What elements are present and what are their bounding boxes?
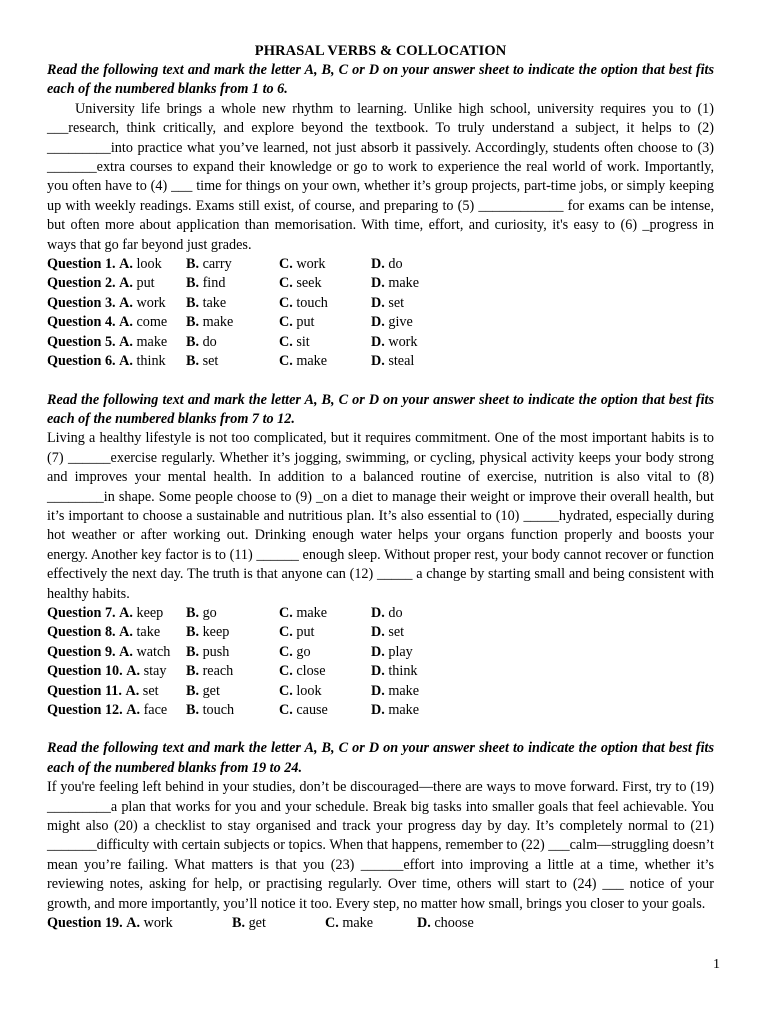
option-letter-b: B. xyxy=(186,624,200,641)
question-row xyxy=(47,604,714,623)
section-3 xyxy=(47,739,714,933)
page-title: PHRASAL VERBS & COLLOCATION xyxy=(254,43,507,59)
question-row xyxy=(47,623,714,642)
section-spacer xyxy=(47,720,714,739)
option-letter-b: B. xyxy=(186,314,200,331)
option-d: do xyxy=(388,256,403,273)
option-letter-c: C. xyxy=(279,294,293,311)
option-letter-a: A. xyxy=(119,333,133,350)
question-row xyxy=(47,682,714,701)
question-label: Question 19. xyxy=(47,915,123,932)
option-d: work xyxy=(388,333,418,350)
option-a: face xyxy=(143,702,168,718)
option-b: make xyxy=(202,314,234,331)
question-row xyxy=(47,643,714,662)
option-letter-d: D. xyxy=(371,314,385,331)
option-letter-a: A. xyxy=(119,624,133,641)
question-row xyxy=(47,255,714,274)
option-letter-b: B. xyxy=(186,643,200,660)
option-letter-d: D. xyxy=(371,604,385,621)
section-3-passage: If you're feeling left behind in your studies, don’t be discouraged—there are ways to move forward. First, try to (19) _________a plan that works for you and your schedule. Break big tasks into smaller goals that feel achievable. You might also (20) a checklist to stay organised and track your progress day by day. It’s completely normal to (21) _______difficulty with certain subjects or topics. When that happens, remember to (22) ___calm—struggling doesn’t mean you’re failing. What matters is that you (23) ______effort into improving a little at a time, whether it’s reviewing notes, asking for help, or practising regularly. Over time, others will start to (24) ___ notice of your growth, and more importantly, you’ll notice it too. Every step, no matter how small, brings you closer to your goals. xyxy=(47,779,714,912)
option-letter-b: B. xyxy=(186,333,200,350)
option-a: work xyxy=(136,294,166,311)
question-row xyxy=(47,352,714,371)
question-row xyxy=(47,662,714,681)
option-letter-c: C. xyxy=(279,604,293,621)
option-c: close xyxy=(296,663,326,680)
option-letter-a: A. xyxy=(126,702,141,718)
option-letter-c: C. xyxy=(279,314,293,331)
option-d: make xyxy=(388,682,420,699)
option-a: come xyxy=(136,314,168,331)
option-c: sit xyxy=(296,333,310,350)
option-letter-d: D. xyxy=(371,275,385,292)
section-2-instruction: Read the following text and mark the letter A, B, C or D on your answer sheet to indicate the option that best fits each of the numbered blanks from 7 to 12. xyxy=(47,391,714,427)
option-d: make xyxy=(388,275,420,292)
option-d: set xyxy=(388,624,405,641)
option-b: push xyxy=(202,643,230,660)
question-label: Question 10. xyxy=(47,663,123,680)
question-label: Question 7. xyxy=(47,604,116,621)
option-d: set xyxy=(388,294,405,311)
section-1 xyxy=(47,61,714,372)
option-c: make xyxy=(296,604,328,621)
question-label: Question 1. xyxy=(47,256,116,273)
section-2-questions xyxy=(47,604,714,720)
option-b: get xyxy=(202,682,220,699)
option-a: watch xyxy=(136,643,171,660)
option-c: make xyxy=(342,915,374,932)
option-a: look xyxy=(136,256,162,273)
question-label: Question 11. xyxy=(47,682,122,699)
question-label: Question 4. xyxy=(47,314,116,331)
option-b: keep xyxy=(202,624,230,641)
option-letter-c: C. xyxy=(279,333,293,350)
option-c: seek xyxy=(296,275,322,292)
option-c: touch xyxy=(296,294,328,311)
question-label: Question 9. xyxy=(47,643,116,660)
section-spacer xyxy=(47,372,714,391)
option-letter-d: D. xyxy=(371,624,385,641)
question-row xyxy=(47,701,714,720)
question-row xyxy=(47,274,714,293)
section-1-instruction: Read the following text and mark the letter A, B, C or D on your answer sheet to indicate the option that best fits each of the numbered blanks from 1 to 6. xyxy=(47,62,714,98)
question-label: Question 5. xyxy=(47,333,116,350)
option-letter-a: A. xyxy=(119,353,133,370)
option-letter-b: B. xyxy=(186,682,200,699)
question-row xyxy=(47,914,714,933)
option-a: make xyxy=(136,333,168,350)
option-letter-a: A. xyxy=(119,256,133,273)
question-row xyxy=(47,333,714,352)
option-letter-d: D. xyxy=(371,294,385,311)
option-a: put xyxy=(136,275,155,292)
question-label: Question 12. xyxy=(47,702,123,718)
option-letter-b: B. xyxy=(186,604,200,621)
option-letter-b: B. xyxy=(232,915,246,932)
option-d: think xyxy=(388,663,418,680)
option-b: set xyxy=(202,353,219,370)
option-c: put xyxy=(296,624,315,641)
option-b: find xyxy=(202,275,226,292)
option-letter-d: D. xyxy=(371,663,385,680)
option-letter-d: D. xyxy=(371,702,385,718)
option-c: cause xyxy=(296,702,328,718)
option-letter-b: B. xyxy=(186,663,200,680)
question-row xyxy=(47,313,714,332)
option-c: put xyxy=(296,314,315,331)
option-letter-b: B. xyxy=(186,256,200,273)
option-a: keep xyxy=(136,604,164,621)
option-letter-b: B. xyxy=(186,275,200,292)
question-label: Question 6. xyxy=(47,353,116,370)
option-letter-d: D. xyxy=(371,643,385,660)
section-1-passage: University life brings a whole new rhythm to learning. Unlike high school, university requires you to (1) ___research, think critically, and explore beyond the textbook. To truly understand a subject, it helps to (2) _________into practice what you’ve learned, not just absorb it passively. Accordingly, students often choose to (3) _______extra courses to expand their knowledge or go to work to experience the real world of work. Importantly, you often have to (4) ___ time for things on your own, whether it’s group projects, part-time jobs, or simply keeping up with weekly readings. Exams still exist, of course, and preparing to (5) ____________ for exams can be intense, but often more about application than memorisation. With time, effort, and curiosity, it's easy to (6) _progress in ways that go far beyond just grades. xyxy=(47,100,714,253)
option-letter-a: A. xyxy=(119,314,133,331)
question-label: Question 3. xyxy=(47,294,116,311)
option-letter-a: A. xyxy=(125,682,140,699)
option-letter-d: D. xyxy=(371,353,385,370)
option-letter-c: C. xyxy=(279,682,293,699)
option-b: carry xyxy=(202,256,232,273)
option-letter-c: C. xyxy=(279,353,293,370)
option-letter-c: C. xyxy=(279,663,293,680)
option-b: do xyxy=(202,333,217,350)
option-letter-b: B. xyxy=(186,702,200,718)
option-d: give xyxy=(388,314,413,331)
option-d: steal xyxy=(388,353,415,370)
option-b: reach xyxy=(202,663,234,680)
option-letter-c: C. xyxy=(279,624,293,641)
option-c: look xyxy=(296,682,322,699)
option-letter-a: A. xyxy=(119,643,133,660)
section-3-instruction: Read the following text and mark the letter A, B, C or D on your answer sheet to indicate the option that best fits each of the numbered blanks from 19 to 24. xyxy=(47,740,714,776)
option-letter-b: B. xyxy=(186,294,200,311)
section-1-questions xyxy=(47,255,714,371)
option-letter-c: C. xyxy=(279,643,293,660)
option-letter-c: C. xyxy=(325,915,339,932)
option-b: go xyxy=(202,604,217,621)
section-2-passage: Living a healthy lifestyle is not too complicated, but it requires commitment. One of the most important habits is to (7) ______exercise regularly. Whether it’s jogging, swimming, or cycling, physical activity keeps your body strong and improves your mental health. In addition to a balanced routine of exercise, nutrition is also vital to (8) ________in shape. Some people choose to (9) _on a diet to manage their weight or improve their overall health, but it’s important to choose a sustainable and nutritious plan. It’s also essential to (10) _____hydrated, especially during hot weather or after working out. Drinking enough water helps your organs function properly and boosts your energy. Another key factor is to (11) ______ enough sleep. Without proper rest, your body cannot recover or function effectively the next day. The truth is that anyone can (12) _____ a change by starting small and being consistent with healthy habits. xyxy=(47,430,714,602)
option-d: make xyxy=(388,702,420,718)
option-d: play xyxy=(388,643,413,660)
option-c: go xyxy=(296,643,311,660)
option-letter-d: D. xyxy=(417,915,431,932)
question-label: Question 2. xyxy=(47,275,116,292)
option-a: set xyxy=(142,682,159,699)
page-number: 1 xyxy=(713,957,720,972)
option-b: get xyxy=(248,915,266,932)
option-d: choose xyxy=(434,915,474,932)
option-b: touch xyxy=(202,702,235,718)
option-letter-a: A. xyxy=(119,604,133,621)
option-letter-c: C. xyxy=(279,702,293,718)
section-3-questions xyxy=(47,914,714,933)
option-a: work xyxy=(143,915,173,932)
option-d: do xyxy=(388,604,403,621)
option-a: stay xyxy=(143,663,167,680)
option-letter-c: C. xyxy=(279,256,293,273)
option-letter-c: C. xyxy=(279,275,293,292)
option-letter-a: A. xyxy=(119,275,133,292)
option-letter-b: B. xyxy=(186,353,200,370)
question-label: Question 8. xyxy=(47,624,116,641)
section-2 xyxy=(47,391,714,721)
option-a: think xyxy=(136,353,166,370)
option-b: take xyxy=(202,294,227,311)
option-letter-d: D. xyxy=(371,256,385,273)
option-letter-d: D. xyxy=(371,333,385,350)
option-letter-a: A. xyxy=(126,915,141,932)
option-letter-a: A. xyxy=(126,663,141,680)
document-page xyxy=(47,42,714,933)
option-letter-a: A. xyxy=(119,294,133,311)
option-c: make xyxy=(296,353,328,370)
option-c: work xyxy=(296,256,326,273)
question-row xyxy=(47,294,714,313)
option-letter-d: D. xyxy=(371,682,385,699)
option-a: take xyxy=(136,624,161,641)
